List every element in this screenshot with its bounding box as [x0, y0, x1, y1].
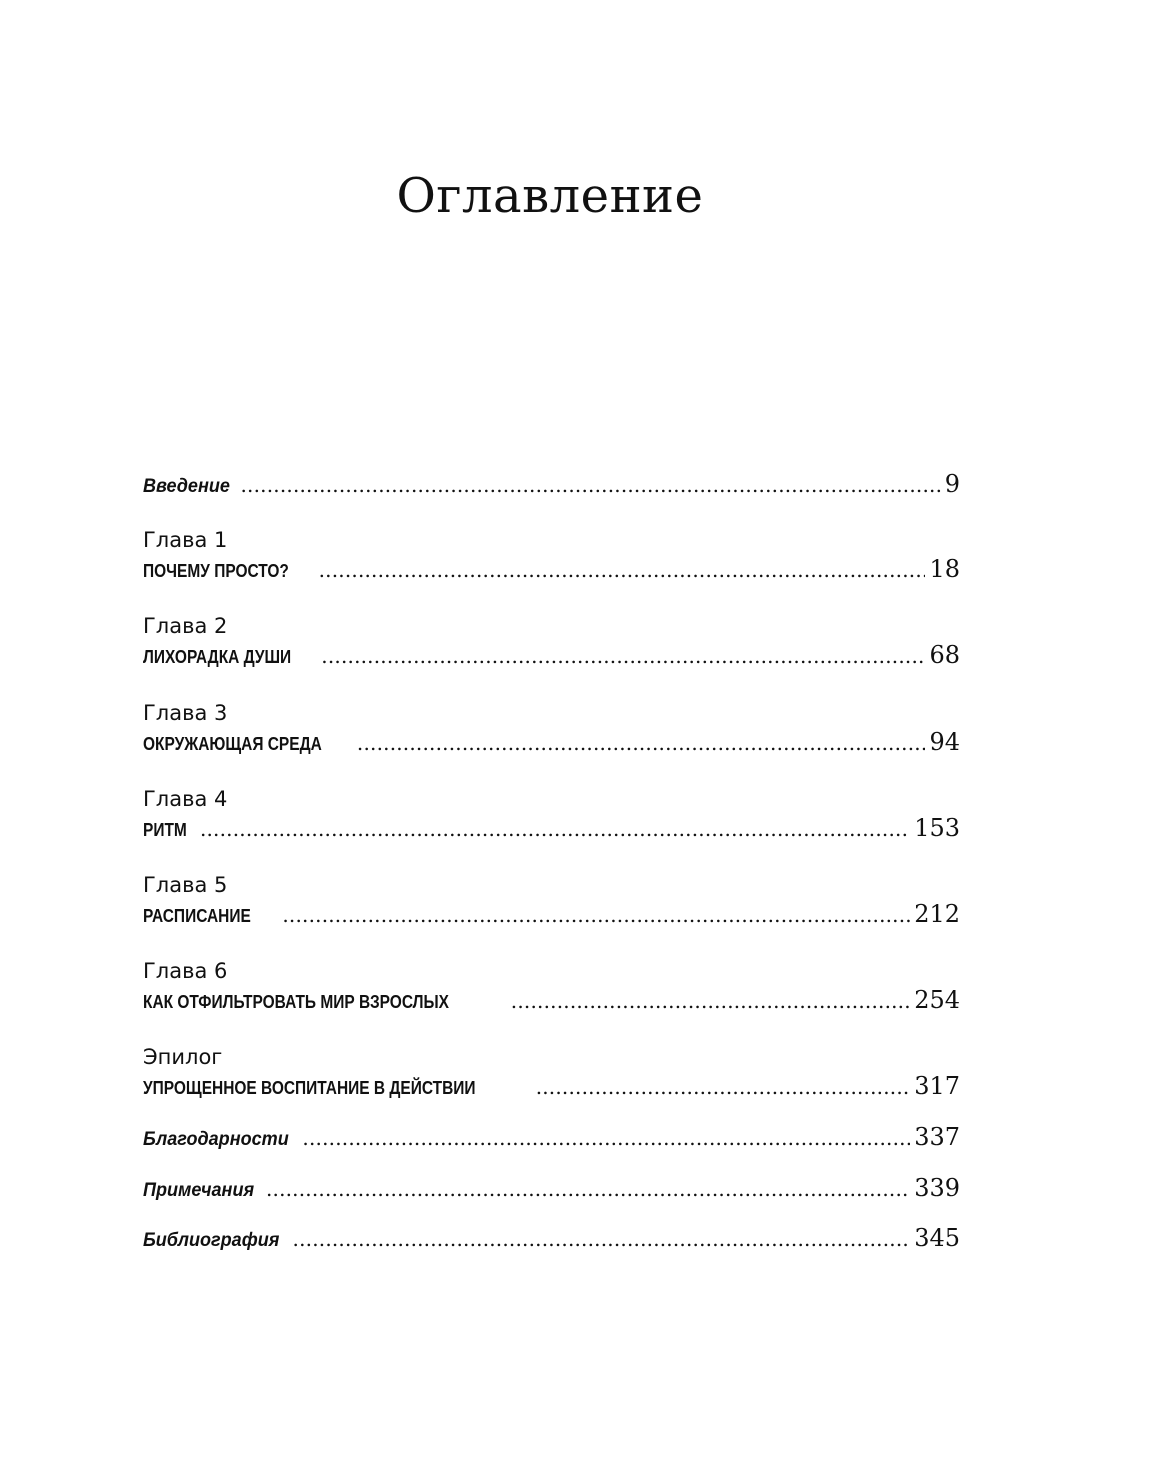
toc-entry-title: УПРОЩЕННОЕ ВОСПИТАНИЕ В ДЕЙСТВИИ [143, 1078, 476, 1098]
toc-chapter-label: Глава 1 [143, 528, 228, 552]
toc-page-number: 254 [914, 986, 960, 1014]
toc-page-number: 317 [914, 1072, 960, 1100]
toc-chapter-label: Глава 4 [143, 787, 228, 811]
dot-leader [266, 1177, 910, 1201]
toc-entry-title: РИТМ [143, 820, 187, 840]
toc-page-number: 337 [914, 1123, 960, 1151]
toc-entry-title: ПОЧЕМУ ПРОСТО? [143, 561, 289, 581]
dot-leader [302, 1126, 910, 1150]
toc-entry-chapter-1[interactable] [143, 555, 960, 585]
toc-page-number: 212 [914, 900, 960, 928]
toc-entry-title: Примечания [143, 1180, 255, 1201]
toc-entry-title: Благодарности [143, 1129, 289, 1150]
dot-leader [511, 989, 910, 1013]
dot-leader [319, 558, 926, 582]
toc-entry-title: ОКРУЖАЮЩАЯ СРЕДА [143, 734, 322, 754]
dot-leader [240, 473, 940, 497]
toc-chapter-label: Глава 6 [143, 959, 228, 983]
toc-entry-chapter-2[interactable] [143, 641, 960, 671]
toc-entry-title: РАСПИСАНИЕ [143, 906, 251, 926]
toc-entry-chapter-4[interactable] [143, 814, 960, 844]
toc-entry-title: Введение [143, 476, 230, 497]
toc-page-number: 68 [929, 641, 960, 669]
page-title: Оглавление [396, 168, 704, 224]
dot-leader [282, 903, 910, 927]
toc-chapter-label: Глава 3 [143, 701, 228, 725]
dot-leader [293, 1227, 911, 1251]
toc-chapter-label: Эпилог [143, 1045, 223, 1069]
toc-page-number: 153 [914, 814, 960, 842]
toc-entry-bibliography[interactable] [143, 1224, 960, 1254]
toc-page-number: 9 [944, 470, 960, 498]
dot-leader [536, 1075, 911, 1099]
toc-page-number: 339 [914, 1174, 960, 1202]
table-of-contents [143, 0, 960, 1475]
toc-entry-title: ЛИХОРАДКА ДУШИ [143, 647, 292, 667]
toc-entry-chapter-6[interactable] [143, 986, 960, 1016]
toc-entry-acknowledgements[interactable] [143, 1123, 960, 1153]
toc-chapter-label: Глава 5 [143, 873, 228, 897]
toc-entry-title: Библиография [143, 1230, 280, 1251]
dot-leader [357, 731, 926, 755]
toc-entry-chapter-3[interactable] [143, 728, 960, 758]
toc-entry-introduction[interactable] [143, 470, 960, 500]
toc-entry-epilogue[interactable] [143, 1072, 960, 1102]
toc-entry-chapter-5[interactable] [143, 900, 960, 930]
toc-chapter-label: Глава 2 [143, 614, 228, 638]
toc-page-number: 18 [929, 555, 960, 583]
toc-page-number: 94 [929, 728, 960, 756]
toc-page-number: 345 [914, 1224, 960, 1252]
dot-leader [200, 817, 910, 841]
toc-entry-notes[interactable] [143, 1174, 960, 1204]
dot-leader [321, 644, 925, 668]
toc-entry-title: КАК ОТФИЛЬТРОВАТЬ МИР ВЗРОСЛЫХ [143, 992, 449, 1012]
